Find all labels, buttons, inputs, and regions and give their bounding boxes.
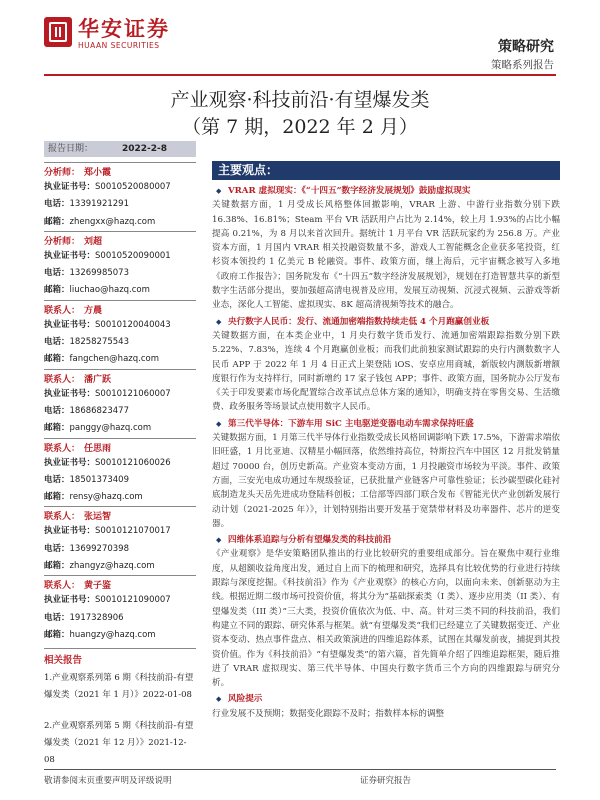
section-paragraph: 关键数据方面，1 月受成长风格整体回撤影响，VRAR 上游、中游行业指数分别下跌 16.38%、16.81%；Steam 平台 VR 活跃用户占比为 2.14%，较上月 1.93%的占比小幅提高 0.21%，为 8 月以来首次回升。据统计 1 月平台 VR 活跃玩家约为 256.8 万。产业资本方面，1 月国内 VRAR 相关投融资数量不多，游戏人工智能概念企业获多笔投资，红杉资本领投约 1 亿美元 B 轮融资。事件、政策方面，继上海后，元宇宙概念被写入多地《政府工作报告》；国务院发布《“十四五”数字经济发展规划》，规划在打造智慧共享的新型数字生活部分提出，要加强超高清电视普及应用，发展互动视频、沉浸式视频、云游戏等新业态，深化人工智能、虚拟现实、8K 超高清视频等技术的融合。 (212, 200, 560, 311)
contact-value: 18686823477 (69, 405, 130, 416)
author-name: 郑小霞 (84, 168, 112, 178)
author-name: 黄子鉴 (84, 581, 112, 592)
report-date-value: 2022-2-8 (122, 144, 168, 154)
author-contact-line (44, 282, 196, 299)
author-role-label: 联系人： (44, 443, 81, 454)
related-report-item[interactable]: 1.产业观察系列第 6 期《科技前沿-有望爆发类（2021 年 1 月）》2022-01-08 (44, 673, 194, 700)
author-contact-line (44, 334, 196, 351)
contact-value: S0010120040043 (95, 319, 171, 330)
contact-key: 邮箱： (44, 629, 70, 640)
report-date-label: 报告日期： (48, 144, 94, 154)
author-name: 任思雨 (84, 443, 112, 454)
author-contact-line (44, 403, 196, 420)
section-heading: ◆ 四维体系追踪与分析有望爆发类的科技前沿 (212, 533, 560, 547)
contact-value[interactable]: fangchen@hazq.com (69, 354, 159, 365)
contact-key: 电话： (44, 268, 70, 279)
contact-value: 13699270398 (69, 543, 130, 554)
author-role (44, 369, 196, 386)
contact-value: 18258275543 (69, 337, 130, 348)
key-points-body (212, 184, 560, 723)
contact-value[interactable]: rensy@hazq.com (69, 492, 143, 503)
author-block (44, 300, 196, 369)
contact-value: S0010121060007 (95, 388, 171, 399)
contact-key: 邮箱： (44, 423, 70, 434)
report-subtitle: （第 7 期，2022 年 2 月） (182, 116, 418, 138)
logo-english-name: HUAAN SECURITIES (78, 41, 160, 50)
key-points-heading: 主要观点： (212, 161, 560, 180)
contact-value[interactable]: huangzy@hazq.com (69, 629, 156, 640)
section-paragraph: 《产业观察》是华安策略团队推出的行业比较研究的重要组成部分。旨在聚焦中观行业维度，从超额收益角度出发，通过自上而下的梳理和研究，选择具有比较优势的行业进行持续跟踪与深度挖掘。《科技前沿》作为《产业观察》的核心方向，以面向未来、创新驱动为主线。根据近期二级市场可投资价值，将其分为“基础探索类（I 类）、逐步应用类（II 类）、有望爆发类（III 类）”三大类，投资价值依次为低、中、高。针对三类不同的科技前沿，我们构建立不同的跟踪、研究体系与框架。就“有望爆发类”我们已经建立了关键数据变迁、产业资本变动、热点事件盘点、相关政策演进的四维追踪体系，试图在其爆发前夜，捕捉到其投资价值。作为《科技前沿》“有望爆发类”的第六篇，首先简单介绍了四维追踪框架，随后推进了 VRAR 虚拟现实、第三代半导体、中国央行数字货币三个方向的四维跟踪与研究分析。 (212, 549, 560, 689)
author-contact-line (44, 196, 196, 213)
company-logo (44, 17, 170, 50)
footer-disclaimer: 敬请参阅末页重要声明及评级说明 (44, 776, 172, 786)
author-contact-line (44, 179, 196, 196)
author-contact-line (44, 214, 196, 231)
footer-divider (44, 769, 556, 770)
contact-key: 邮箱： (44, 492, 70, 503)
author-contact-line (44, 558, 196, 575)
contact-key: 邮箱： (44, 285, 70, 296)
author-role (44, 162, 196, 179)
contact-value: S0010121070017 (95, 526, 171, 537)
author-name: 刘超 (84, 236, 103, 247)
contact-key: 电话： (44, 405, 70, 416)
author-name: 潘广跃 (84, 374, 112, 385)
related-report-item[interactable]: 2.产业观察系列第 5 期《科技前沿-有望爆发类（2021 年 12 月）》2021-12-08 (44, 721, 194, 765)
author-block (44, 438, 196, 507)
contact-value: S0010520080007 (95, 182, 171, 192)
author-role (44, 231, 196, 248)
footer-label: 证券研究报告 (360, 776, 412, 786)
author-role-label: 联系人： (44, 374, 81, 385)
report-date-bar (44, 141, 196, 157)
contact-key: 邮箱： (44, 354, 70, 365)
report-type: 策略研究 (498, 39, 554, 55)
contact-key: 执业证书号： (44, 595, 96, 606)
contact-value[interactable]: panggy@hazq.com (69, 423, 152, 434)
author-contact-line (44, 420, 196, 437)
author-contact-line (44, 265, 196, 282)
contact-value[interactable]: zhengxx@hazq.com (69, 216, 156, 227)
author-block (44, 162, 196, 231)
logo-seal-icon (44, 17, 72, 47)
header-divider (44, 74, 556, 76)
author-block (44, 506, 196, 575)
contact-value: 18501373409 (69, 474, 130, 485)
author-role-label: 联系人： (44, 305, 81, 316)
author-name: 张运智 (84, 512, 112, 523)
author-contact-line (44, 455, 196, 472)
report-title: 产业观察·科技前沿·有望爆发类 (170, 89, 430, 111)
contact-key: 执业证书号： (44, 457, 96, 468)
contact-key: 电话： (44, 337, 70, 348)
author-role (44, 575, 196, 592)
author-contact-line (44, 386, 196, 403)
author-contact-line (44, 627, 196, 644)
author-name: 方晨 (84, 305, 103, 316)
contact-key: 电话： (44, 612, 70, 623)
author-role (44, 506, 196, 523)
author-contact-line (44, 351, 196, 368)
contact-key: 电话： (44, 199, 70, 210)
contact-key: 电话： (44, 474, 70, 485)
section-paragraph: 行业发展不及预期；数据变化跟踪不及时；指数样本标的调整 (212, 708, 445, 719)
contact-key: 执业证书号： (44, 388, 96, 399)
related-reports-heading: 相关报告 (44, 648, 196, 666)
author-role-label: 分析师： (44, 236, 81, 247)
contact-value: S0010121060026 (95, 457, 171, 468)
author-block (44, 231, 196, 300)
contact-value: S0010121090007 (95, 595, 171, 606)
contact-value: 1917328906 (69, 612, 124, 623)
author-contact-line (44, 317, 196, 334)
author-block (44, 575, 196, 644)
contact-value: S0010520090001 (95, 250, 171, 261)
author-role-label: 分析师： (44, 168, 81, 178)
contact-key: 邮箱： (44, 216, 70, 227)
contact-key: 执业证书号： (44, 319, 96, 330)
contact-key: 执业证书号： (44, 250, 96, 261)
contact-key: 执业证书号： (44, 526, 96, 537)
author-role (44, 438, 196, 455)
author-contact-line (44, 489, 196, 506)
contact-key: 电话： (44, 543, 70, 554)
section-heading: ◆ 央行数字人民币：发行、流通加密端指数持续走低 4 个月跑赢创业板 (212, 315, 560, 329)
author-role-label: 联系人： (44, 512, 81, 523)
author-contact-line (44, 472, 196, 489)
author-contact-line (44, 248, 196, 265)
contact-key: 邮箱： (44, 561, 70, 572)
author-role-label: 联系人： (44, 581, 81, 592)
contact-value[interactable]: liuchao@hazq.com (69, 285, 150, 296)
author-contact-line (44, 592, 196, 609)
logo-chinese-name: 华安证券 (78, 16, 170, 41)
section-paragraph: 关键数据方面，1 月第三代半导体行业指数受成长风格回调影响下跌 17.5%，下游需求端依旧旺盛，1 月比亚迪、汉精星小幅回落，依然维持高位，特斯拉汽车中国区 12 月批发销量超过 70000 台，创历史新高。产业资本变动方面，1 月投融资市场较为平淡。事件、政策方面，三安光电成功通过车规级验证，已获批量产业链客户可靠性验证；长沙碳型碳化硅衬底制造龙头天岳先进成功登陆科创板；工信部等四部门联合发布《智能光伏产业创新发展行动计划（2021-2025 年）》，计划特别指出要开发基于宽禁带材料及功率器件、芯片的逆变器。 (212, 433, 560, 529)
author-contact-line (44, 541, 196, 558)
contact-key: 执业证书号： (44, 182, 96, 192)
contact-value: 13391921291 (69, 199, 130, 210)
report-series: 策略系列报告 (491, 59, 554, 71)
section-heading: ◆ 第三代半导体：下游车用 SiC 主电驱逆变器电动车需求保持旺盛 (212, 417, 560, 431)
author-role (44, 300, 196, 317)
author-contact-line (44, 610, 196, 627)
section-heading: ◆ VRAR 虚拟现实：《“十四五”数字经济发展规划》鼓励虚拟现实 (212, 184, 560, 198)
contact-value[interactable]: zhangyz@hazq.com (69, 561, 155, 572)
author-contact-line (44, 523, 196, 540)
section-heading: ◆ 风险提示 (212, 692, 560, 706)
author-list (44, 162, 196, 644)
contact-value: 13269985073 (69, 268, 130, 279)
author-block (44, 369, 196, 438)
section-paragraph: 关键数据方面，在本类企业中，1 月央行数字货币发行、流通加密端跟踪指数分别下跌 5.22%、7.83%，连续 4 个月跑赢创业板；而我们此前独家测试跟踪的央行内测数数字人民币 APP 于 2022 年 1 月 4 日正式上架登陆 iOS、安卓应用商城，新版较内测版新增额度银行作为支持样行，同时新增约 17 家子钱包 APP；事件、政策方面，国务院办公厅发布《关于印发要素市场化配置综合改革试点总体方案的通知》，明确支持在零售交易、生活缴费、政务服务等场景试点使用数字人民币。 (212, 330, 560, 413)
